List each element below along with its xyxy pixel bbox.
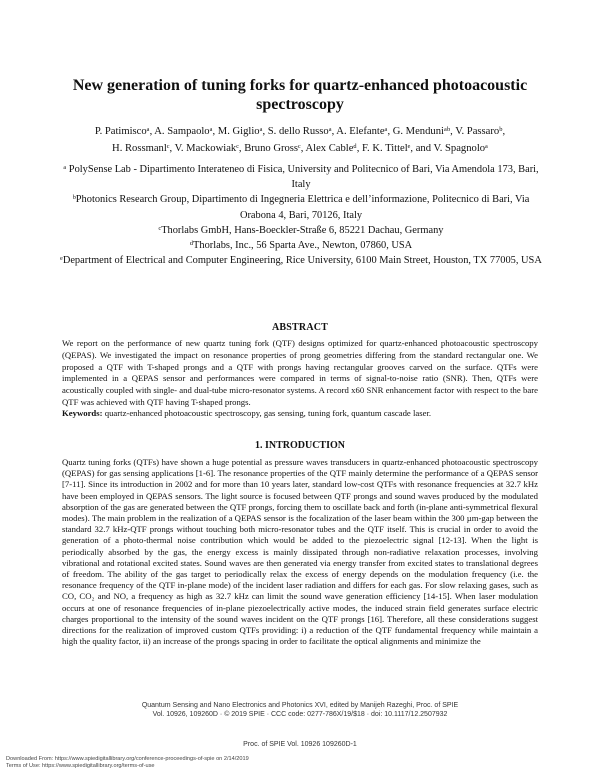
download-notice bbox=[6, 756, 406, 770]
affiliation-b: ᵇPhotonics Research Group, Dipartimento di Ingegneria Elettrica e dell’informazione, Politecnico di Bari, Via Orabona 4, Bari, 70126, Italy bbox=[72, 194, 530, 221]
keywords-label: Keywords: bbox=[62, 408, 103, 418]
author-list bbox=[56, 124, 544, 157]
keywords bbox=[62, 408, 538, 420]
introduction-heading: 1. INTRODUCTION bbox=[254, 440, 345, 451]
downloaded-from-link[interactable]: Downloaded From: https://www.spiedigitallibrary.org/conference-proceedings-of-spie on 2/14/2019 bbox=[6, 756, 249, 762]
abstract-heading: ABSTRACT bbox=[271, 322, 329, 333]
affiliation-a: ᵃ PolySense Lab - Dipartimento Interateneo di Fisica, University and Politecnico of Bari, Via Amendola 173, Bari, Italy bbox=[63, 164, 539, 191]
affiliation-c: ᶜThorlabs GmbH, Hans-Boeckler-Straße 6, 85221 Dachau, Germany bbox=[158, 224, 444, 236]
citation-footer bbox=[60, 702, 540, 719]
terms-of-use-link[interactable]: Terms of Use: https://www.spiedigitallibrary.org/terms-of-use bbox=[6, 763, 155, 770]
authors-line-2: H. Rossmanlᶜ, V. Mackowiakᶜ, Bruno Grossᶜ, Alex Cableᵈ, F. K. Tittelᵉ, and V. Spagnoloᵃ bbox=[112, 142, 488, 154]
affiliation-e: ᵉDepartment of Electrical and Computer Engineering, Rice University, 6100 Main Street, Houston, TX 77005, USA bbox=[60, 255, 542, 267]
introduction-body: Quartz tuning forks (QTFs) have shown a huge potential as pressure waves transducers in quartz-enhanced photoacoustic spectroscopy (QEPAS) for gas sensing applications [1-6]. The resonance properties of the QTF mainly determine the performance of a QEPAS sensor [7-11]. Since its introduction in 2002 and for more than 10 years later, standard low-cost QTFs with resonance frequencies at 32.7 kHz have been employed in QEPAS sensors. The light source is focused between QTF prongs and sound waves produced by the modulated absorption of the gas are generated between the QTF prongs, forcing them to oscillate back and forth (in-plane anti-symmetrical flexural modes). The main problem in the realization of a QEPAS sensor is the focalization of the laser beam within the 300 µm-gap between the standard 32.7 kHz-QTF prongs without touching both micro-resonator tubes and the QTF itself. This is crucial in order to avoid the generation of a photo-thermal noise contribution which would be added to the piezoelectric signal [12-13]. When the light is periodically absorbed by the gas, the energy excess is mainly dissipated through non-radiative relaxation processes, involving vibrational and rotational excited states. Sound waves are then generated via energy transfer from excited states to translational degrees of freedom. The ability of the gas target to periodically relax the excess of energy depends on the modulation frequency (i.e. the resonance frequency of the QTF in-plane mode) of the incident laser radiation and differs for each gas. For slow relaxing gases, such as CO, CO₂ and NO, a frequency as high as 32.7 kHz can limit the sound wave generation efficiency [14-15]. When laser modulation occurs at one of resonance frequencies of in-plane piezoelectrically active modes, the induced strain field generates surface electric charges proportional to the intensity of the sound waves incident on the QTF prongs [16]. Therefore, all these considerations suggest directions for the realization of improved custom QTFs providing: i) a reduction of the QTF fundamental frequency while maintain a high the quality factor, ii) an increase of the prongs spacing in order to facilitate the optical alignments and minimize the bbox=[62, 457, 538, 647]
authors-line-1: P. Patimiscoᵃ, A. Sampaoloᵃ, M. Giglioᵃ, S. dello Russoᵃ, A. Elefanteᵃ, G. Menduniᵃᵇ, V. Passaroᵇ, bbox=[94, 126, 506, 137]
affiliation-d: ᵈThorlabs, Inc., 56 Sparta Ave., Newton, 07860, USA bbox=[189, 240, 413, 252]
paper-title: New generation of tuning forks for quartz-enhanced photoacoustic spectroscopy bbox=[72, 77, 528, 113]
page-number: Proc. of SPIE Vol. 10926 109260D-1 bbox=[243, 741, 357, 748]
keywords-text: quartz-enhanced photoacoustic spectroscopy, gas sensing, tuning fork, quantum cascade laser. bbox=[104, 408, 432, 418]
affiliations bbox=[58, 162, 544, 268]
citation-line-2: Vol. 10926, 109260D · © 2019 SPIE · CCC code: 0277-786X/19/$18 · doi: 10.1117/12.2507932 bbox=[152, 710, 448, 718]
abstract-body: We report on the performance of new quartz tuning fork (QTF) designs optimized for quartz-enhanced photoacoustic spectroscopy (QEPAS). We investigated the impact on resonance properties of prong geometries differing from the standard rectangular one. We proposed a QTF with T-shaped prongs and a QTF with prongs having rectangular grooves carved on the surface. QTFs were implemented in a QEPAS sensor and performances were compared in terms of signal-to-noise ratio (SNR). Then, QTFs were acoustically coupled with single- and dual-tube micro-resonator systems. A record x60 SNR enhancement factor with respect to the bare QTF was achieved with QTF having T-shaped prongs. bbox=[62, 338, 538, 407]
citation-line-1: Quantum Sensing and Nano Electronics and Photonics XVI, edited by Manijeh Razeghi, Proc. of SPIE bbox=[141, 702, 459, 709]
